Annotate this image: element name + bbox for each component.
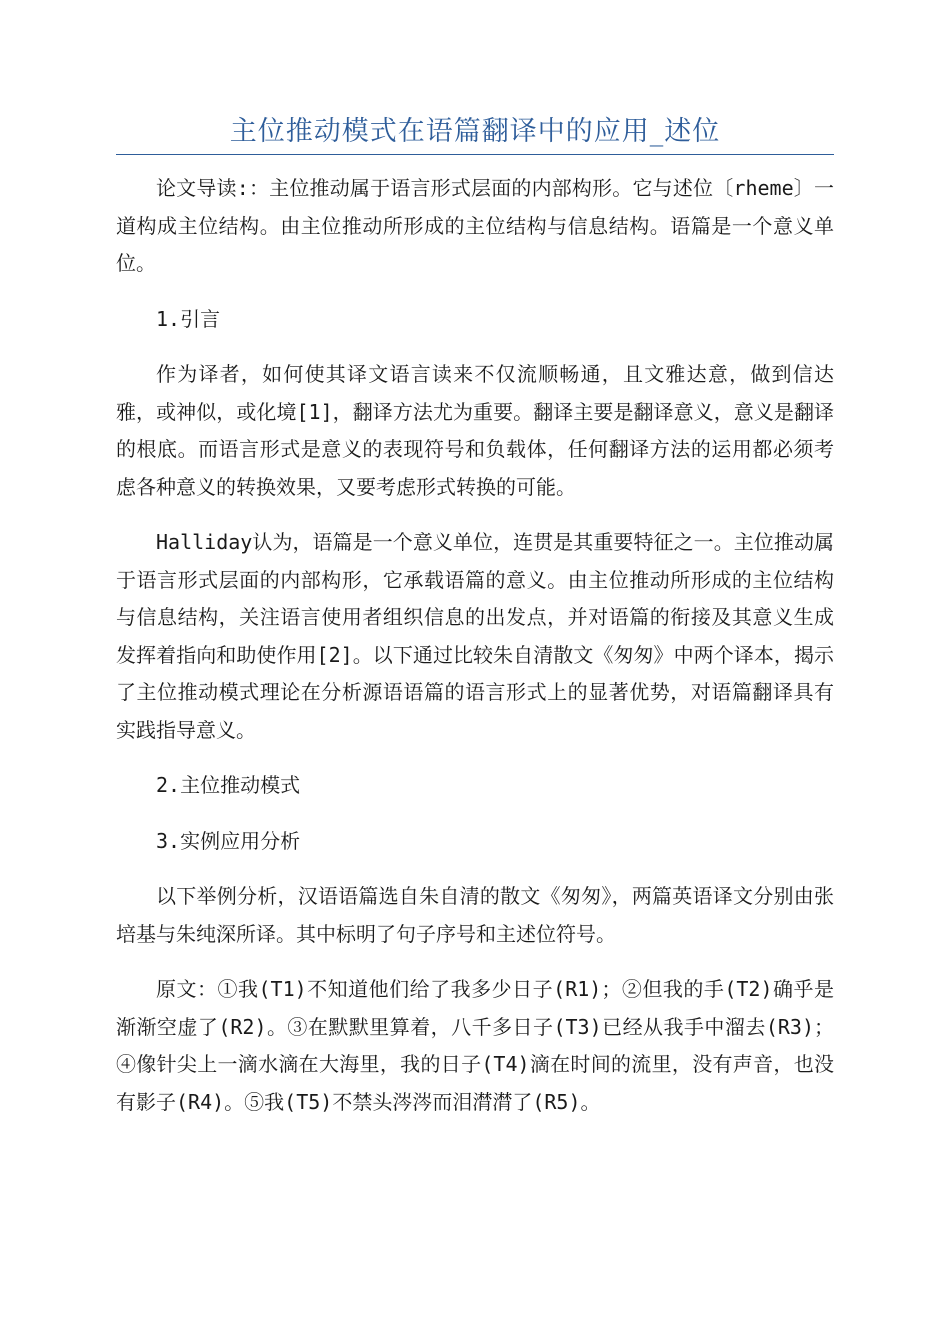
heading-introduction: 1.引言 <box>156 306 221 331</box>
document-title: 主位推动模式在语篇翻译中的应用_述位 <box>229 116 721 147</box>
heading-thematic-progression: 2.主位推动模式 <box>156 773 301 797</box>
title-underline <box>116 154 834 155</box>
document-body <box>116 170 834 1139</box>
paragraph-translator: 作为译者，如何使其译文语言读来不仅流顺畅通，且文雅达意，做到信达雅，或神似，或化境[1]，翻译方法尤为重要。翻译主要是翻译意义，意义是翻译的根底。而语言形式是意义的表现符号和负载体，任何翻译方法的运用都必须考虑各种意义的转换效果，又要考虑形式转换的可能。 <box>116 362 834 499</box>
paragraph-abstract: 论文导读:：主位推动属于语言形式层面的内部构形。它与述位〔rheme〕一道构成主位结构。由主位推动所形成的主位结构与信息结构。语篇是一个意义单位。 <box>116 176 834 275</box>
paragraph-example-intro: 以下举例分析，汉语语篇选自朱自清的散文《匆匆》，两篇英语译文分别由张培基与朱纯深所译。其中标明了句子序号和主述位符号。 <box>116 884 834 946</box>
paragraph-halliday: Halliday认为，语篇是一个意义单位，连贯是其重要特征之一。主位推动属于语言形式层面的内部构形，它承载语篇的意义。由主位推动所形成的主位结构与信息结构，关注语言使用者组织信息的出发点，并对语篇的衔接及其意义生成发挥着指向和助使作用[2]。以下通过比较朱自清散文《匆匆》中两个译本，揭示了主位推动模式理论在分析源语语篇的语言形式上的显著优势，对语篇翻译具有实践指导意义。 <box>116 530 834 742</box>
heading-case-analysis: 3.实例应用分析 <box>156 828 301 853</box>
paragraph-original-text: 原文：①我(T1)不知道他们给了我多少日子(R1)；②但我的手(T2)确乎是渐渐空虚了(R2)。③在默默里算着，八千多日子(T3)已经从我手中溜去(R3)；④像针尖上一滴水滴在大海里，我的日子(T4)滴在时间的流里，没有声音，也没有影子(R4)。⑤我(T5)不禁头涔涔而泪潸潸了(R5)。 <box>116 977 834 1114</box>
